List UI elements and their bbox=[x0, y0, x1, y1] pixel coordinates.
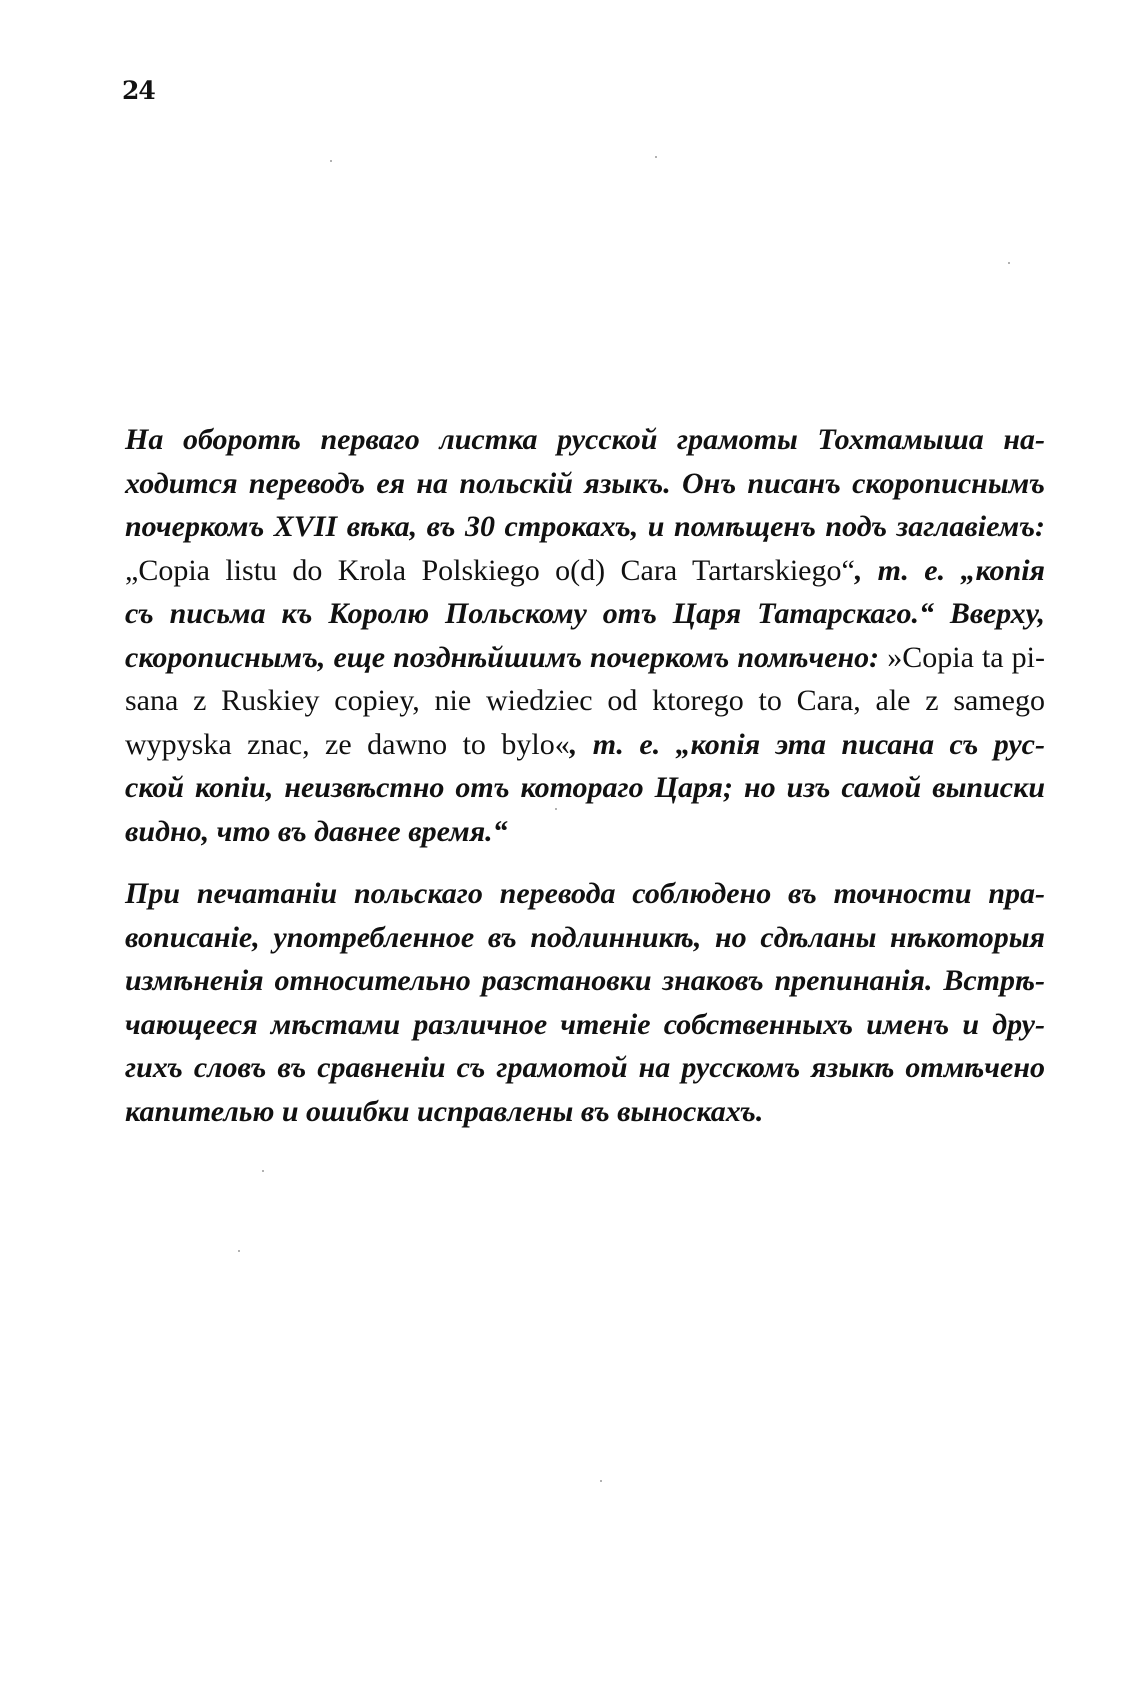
text-line: почеркомъ XVII вѣка, въ 30 строкахъ, и помѣщенъ подъ заглавіемъ: bbox=[125, 510, 1045, 543]
latin-quote: wypyska znac, ze dawno to bylo« bbox=[125, 727, 570, 761]
text-segment: , т. е. „копія эта писана съ рус- bbox=[569, 727, 1045, 761]
page-number: 24 bbox=[122, 76, 155, 105]
latin-quote: „Copia listu do Krola Polskiego o(d) Cara Tartarskiego“ bbox=[125, 553, 855, 587]
text-line: На оборотѣ перваго листка русской грамоты Тохтамыша на- bbox=[125, 423, 1045, 456]
text-segment: скорописнымъ, еще позднѣйшимъ почеркомъ помѣчено: bbox=[125, 640, 888, 674]
text-line bbox=[125, 723, 1045, 767]
paragraph-translation-note bbox=[125, 418, 1045, 853]
text-line: При печатаніи польскаго перевода соблюдено въ точности пра- bbox=[125, 877, 1045, 910]
latin-quote: »Copia ta pi- bbox=[887, 640, 1046, 674]
text-line: съ письма къ Королю Польскому отъ Царя Татарскаго.“ Вверху, bbox=[125, 597, 1045, 630]
scan-speck bbox=[330, 160, 332, 162]
text-line: гихъ словъ въ сравненіи съ грамотой на русскомъ языкѣ отмѣчено bbox=[125, 1051, 1045, 1084]
text-line: измѣненія относительно разстановки знаковъ препинанія. Встрѣ- bbox=[125, 964, 1045, 997]
text-line bbox=[125, 636, 1045, 680]
text-line bbox=[125, 549, 1045, 593]
text-line: ской копіи, неизвѣстно отъ котораго Царя; но изъ самой выписки bbox=[125, 771, 1045, 804]
scan-speck bbox=[262, 1170, 264, 1172]
scan-speck bbox=[600, 1480, 602, 1482]
text-line: вописаніе, употребленное въ подлинникѣ, но сдѣланы нѣкоторыя bbox=[125, 920, 1045, 954]
text-line: sana z Ruskiey copiey, nie wiedziec od ktorego to Cara, ale z samego bbox=[125, 684, 1045, 717]
paragraph-printing-note bbox=[125, 872, 1045, 1133]
text-line: ходится переводъ ея на польскій языкъ. Онъ писанъ скорописнымъ bbox=[125, 466, 1045, 500]
text-segment: , т. е. „копія bbox=[854, 553, 1045, 587]
scan-speck bbox=[238, 1250, 240, 1252]
scan-speck bbox=[555, 808, 557, 810]
scan-speck bbox=[1008, 262, 1010, 264]
text-line: видно, что въ давнее время.“ bbox=[125, 814, 508, 848]
text-line: капителью и ошибки исправлены въ выноскахъ. bbox=[125, 1094, 764, 1128]
text-line: чающееся мѣстами различное чтеніе собственныхъ именъ и дру- bbox=[125, 1007, 1045, 1041]
scan-speck bbox=[655, 156, 657, 158]
